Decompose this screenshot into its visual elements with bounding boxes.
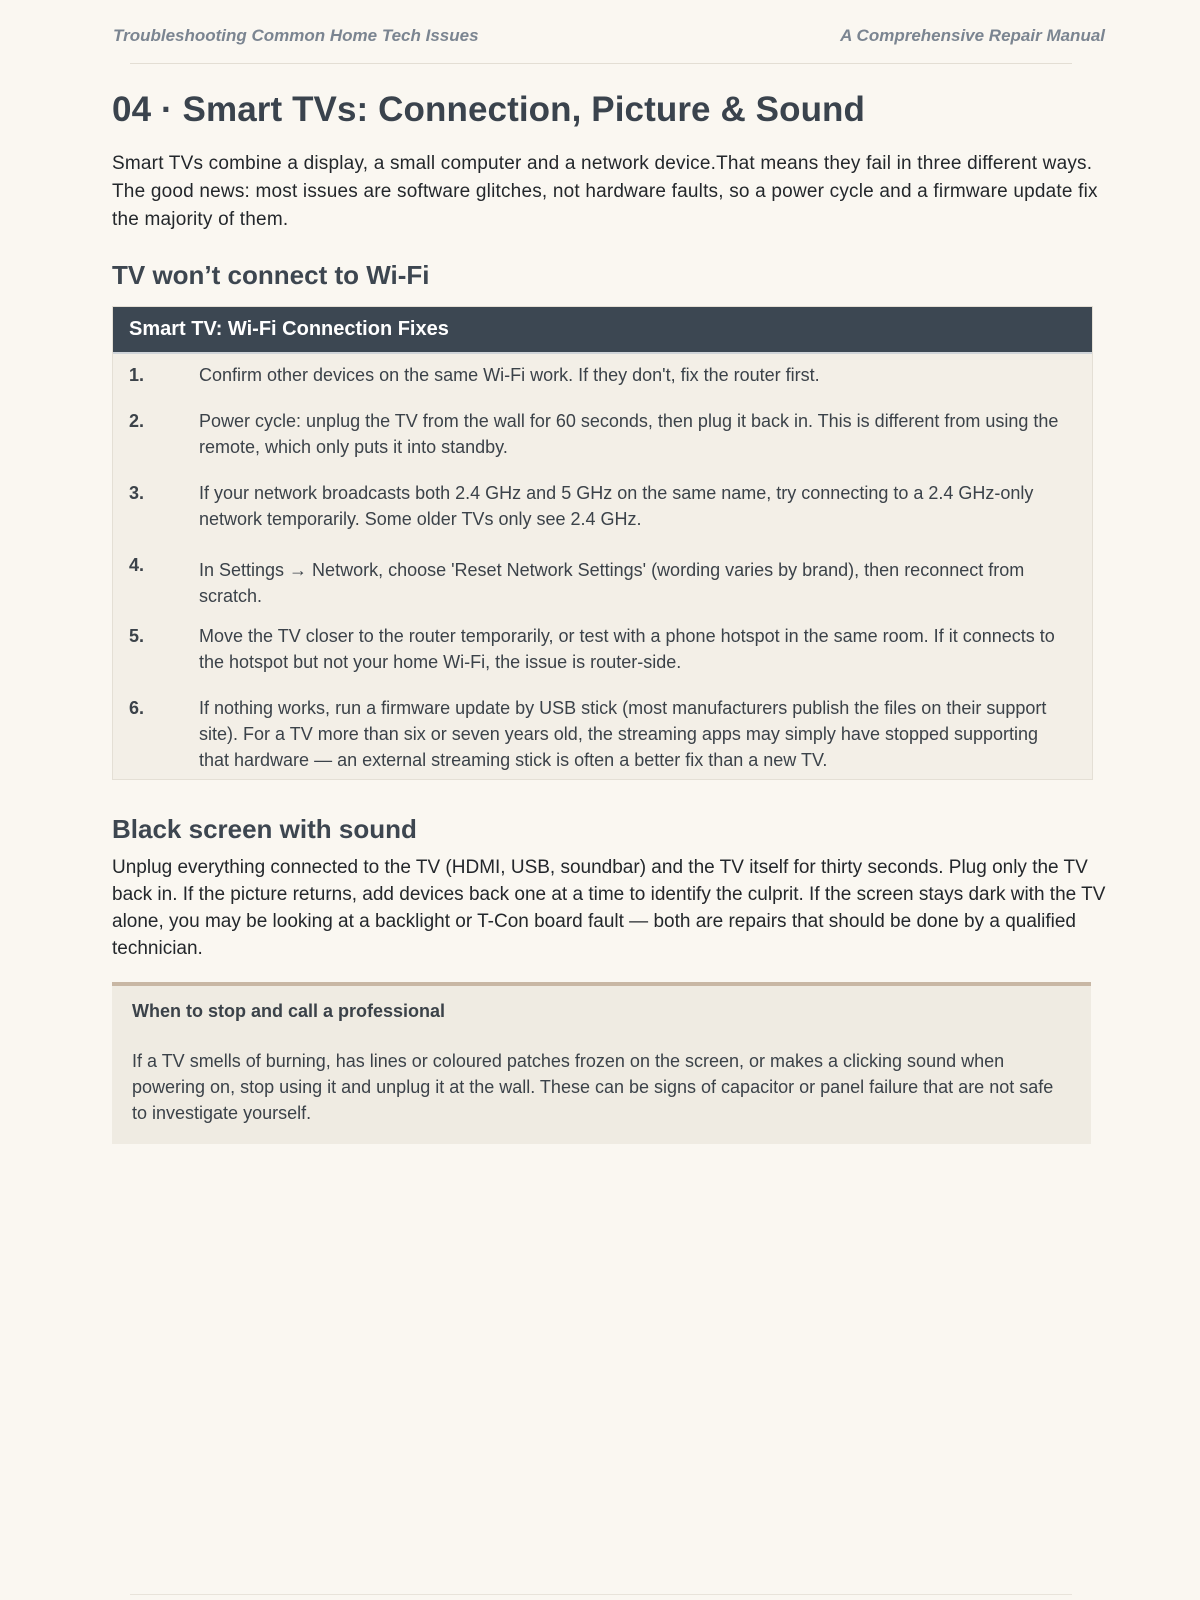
fix-step-number: 1.: [129, 365, 145, 385]
fix-step-text: In Settings → Network, choose 'Reset Network Settings' (wording varies by brand), then reconnect from scratch.: [199, 560, 1025, 606]
fix-step: [113, 362, 1092, 388]
fix-step-text: If nothing works, run a firmware update by USB stick (most manufacturers publish the files on their support site). For a TV more than six or seven years old, the streaming apps may simply have stopped supporting that hardware — an external streaming stick is often a better fix than a new TV.: [199, 698, 1047, 770]
callout-title: When to stop and call a professional: [132, 1001, 446, 1021]
running-header: [113, 26, 1105, 46]
fix-step-number: 2.: [129, 411, 145, 431]
running-header-subtitle: A Comprehensive Repair Manual: [840, 26, 1105, 45]
fix-step: [113, 408, 1092, 460]
fix-step: [113, 695, 1092, 773]
fix-step-number: 4.: [129, 555, 145, 575]
footer-divider: [130, 1594, 1072, 1595]
fix-step-text: Power cycle: unplug the TV from the wall for 60 seconds, then plug it back in. This is different from using the remote, which only puts it into standby.: [199, 411, 1059, 457]
callout-body: If a TV smells of burning, has lines or coloured patches frozen on the screen, or makes a clicking sound when powering on, stop using it and unplug it at the wall. These can be signs of capacitor or panel failure that are not safe to investigate yourself.: [132, 1051, 1054, 1123]
wifi-fixes-list: [113, 354, 1092, 779]
wifi-fixes-panel-title: Smart TV: Wi-Fi Connection Fixes: [113, 307, 1092, 354]
page-content: [112, 86, 1111, 1144]
fix-step-number: 5.: [129, 626, 145, 646]
chapter-intro: Smart TVs combine a display, a small computer and a network device.That means they fail in three different ways. The good news: most issues are software glitches, not hardware faults, so a power cycle and a firmware update fix the majority of them.: [112, 153, 1098, 230]
professional-callout: [112, 982, 1091, 1144]
running-header-book-title: Troubleshooting Common Home Tech Issues: [113, 26, 479, 45]
fix-step: [113, 480, 1092, 532]
black-screen-body: Unplug everything connected to the TV (HDMI, USB, soundbar) and the TV itself for thirty seconds. Plug only the TV back in. If the picture returns, add devices back one at a time to identify the culprit. If the screen stays dark with the TV alone, you may be looking at a backlight or T-Con board fault — both are repairs that should be done by a qualified technician.: [112, 857, 1106, 959]
wifi-fixes-panel: [112, 306, 1093, 780]
header-divider: [130, 63, 1072, 64]
section-heading-black-screen: Black screen with sound: [112, 814, 417, 844]
section-heading-wifi: TV won’t connect to Wi-Fi: [112, 260, 430, 290]
fix-step-number: 6.: [129, 698, 145, 718]
fix-step: [113, 552, 1092, 609]
chapter-title: 04 · Smart TVs: Connection, Picture & Sound: [112, 90, 866, 129]
fix-step: [113, 623, 1092, 675]
fix-step-text: Move the TV closer to the router temporarily, or test with a phone hotspot in the same room. If it connects to the hotspot but not your home Wi-Fi, the issue is router-side.: [199, 626, 1055, 672]
fix-step-number: 3.: [129, 483, 145, 503]
fix-step-text: Confirm other devices on the same Wi-Fi work. If they don't, fix the router first.: [199, 365, 820, 385]
fix-step-text: If your network broadcasts both 2.4 GHz and 5 GHz on the same name, try connecting to a 2.4 GHz-only network temporarily. Some older TVs only see 2.4 GHz.: [199, 483, 1034, 529]
